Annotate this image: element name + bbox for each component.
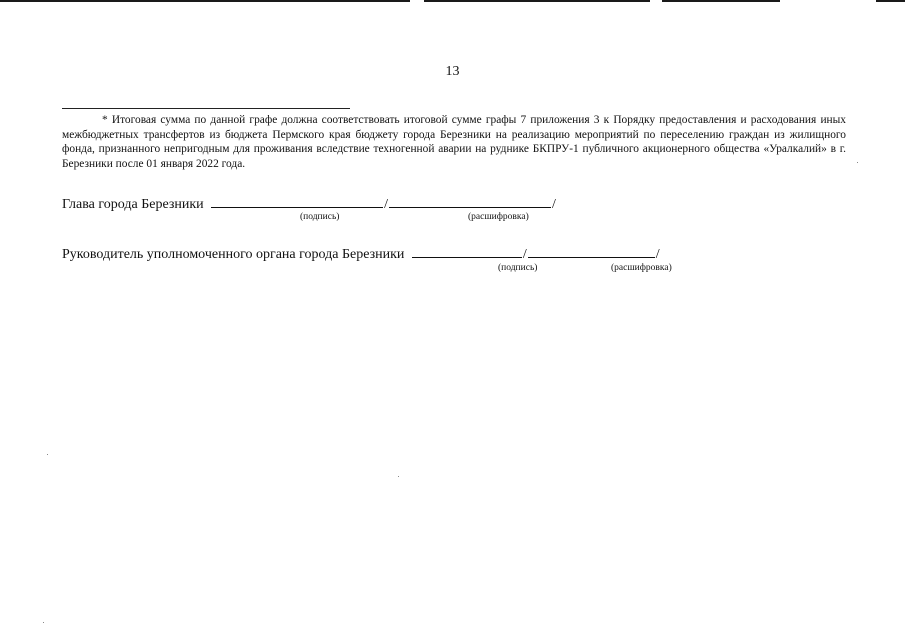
signature-end-slash: / [655,247,660,262]
signature-caption: (подпись) [300,212,340,222]
signature-label: Глава города Березники [62,197,204,212]
scan-speck [43,622,44,623]
scan-top-edge [0,0,905,2]
scan-speck [47,454,48,455]
decoding-blank[interactable] [528,245,655,258]
scan-speck [398,476,399,477]
signature-row-authority [62,245,661,263]
decoding-blank[interactable] [389,195,551,208]
footnote-separator [62,108,350,109]
signature-end-slash: / [552,197,556,212]
signature-separator: / [384,197,389,212]
scan-edge-gap [780,0,876,2]
decoding-caption: (расшифровка) [468,212,529,222]
page-number: 13 [445,64,460,79]
signature-label: Руководитель уполномоченного органа города Березники [62,247,405,262]
signature-caption: (подпись) [498,263,538,273]
footnote-text: * Итоговая сумма по данной графе должна соответствовать итоговой сумме графы 7 приложения 3 к Порядку предоставления и расходования иных межбюджетных трансфертов из бюджета Пермского края бюджету города Березники на реализацию мероприятий по переселению граждан из жилищного фонда, признанного непригодным для проживания вследствие техногенной аварии на руднике БКПРУ-1 публичного акционерного общества «Уралкалий» в г. Березники после 01 января 2022 года. [62,114,846,170]
signature-blank[interactable] [412,245,522,258]
scan-edge-gap [410,0,424,2]
scan-edge-gap [650,0,662,2]
signature-row-head [62,195,557,213]
signature-separator: / [522,247,527,262]
scan-speck [857,162,858,163]
signature-blank[interactable] [211,195,383,208]
decoding-caption: (расшифровка) [611,263,672,273]
